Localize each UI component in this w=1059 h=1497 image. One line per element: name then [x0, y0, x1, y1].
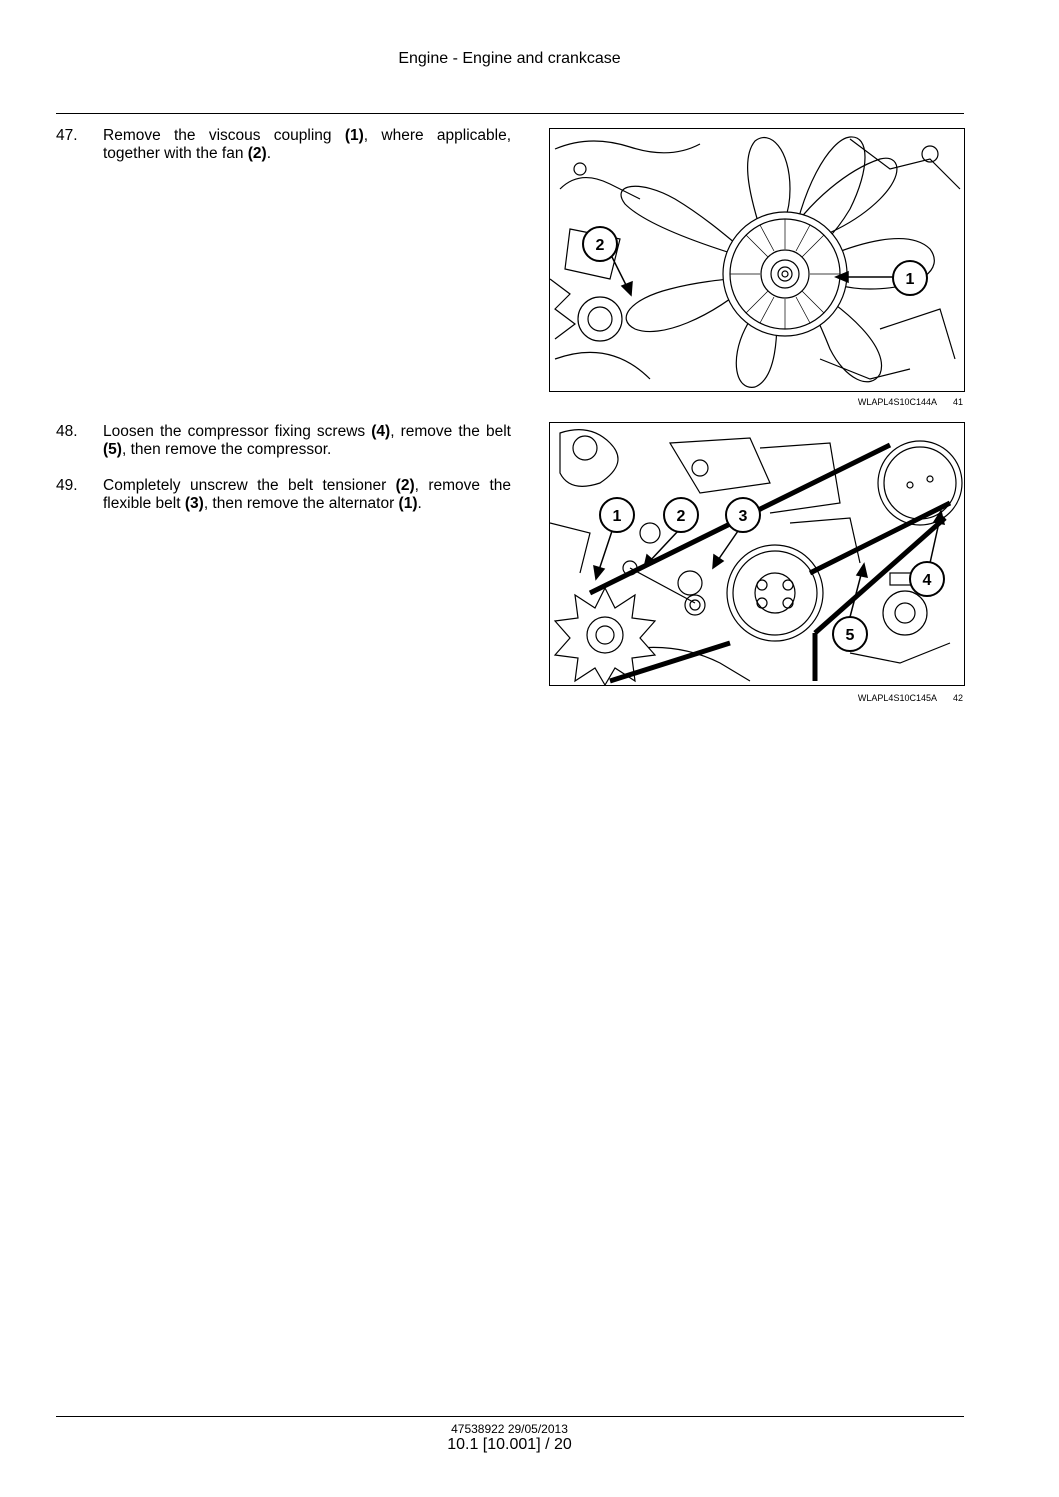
callout-3	[726, 498, 760, 532]
header-rule	[56, 113, 964, 114]
footer-rule	[56, 1416, 964, 1417]
figure-fan-viscous-coupling	[549, 128, 965, 392]
callout-4	[910, 562, 944, 596]
callout-5	[833, 617, 867, 651]
step-text: Loosen the compressor fixing screws (4), remove the belt (5), then remove the compressor.	[103, 423, 511, 458]
figure-number: 42	[952, 693, 963, 703]
svg-text:1: 1	[905, 271, 915, 288]
figure-code: WLAPL4S10C144A	[857, 397, 937, 407]
step-number: 47.	[56, 127, 78, 144]
svg-text:5: 5	[845, 627, 855, 644]
figure-code: WLAPL4S10C145A	[857, 693, 937, 703]
step-number: 49.	[56, 477, 78, 494]
svg-text:4: 4	[922, 572, 932, 589]
callout-1	[600, 498, 634, 532]
svg-text:2: 2	[595, 237, 605, 254]
step-text: Remove the viscous coupling (1), where applicable, together with the fan (2).	[103, 127, 512, 162]
svg-text:2: 2	[676, 508, 686, 525]
callout-2	[664, 498, 698, 532]
svg-text:3: 3	[738, 508, 748, 525]
belt-illustration	[550, 423, 964, 685]
callout-1	[893, 261, 927, 295]
figure-belt-compressor	[549, 422, 965, 686]
figure-41-caption	[549, 397, 963, 407]
footer-page-number: 10.1 [10.001] / 20	[447, 1436, 572, 1453]
fan-illustration	[550, 129, 964, 391]
callout-2	[583, 227, 617, 261]
footer-doc-id: 47538922 29/05/2013	[451, 1422, 568, 1436]
step-text: Completely unscrew the belt tensioner (2), remove the flexible belt (3), then remove the alternator (1).	[103, 477, 511, 512]
step-number: 48.	[56, 423, 78, 440]
figure-42-caption	[549, 693, 963, 703]
svg-text:1: 1	[612, 508, 622, 525]
figure-number: 41	[952, 397, 963, 407]
page-header: Engine - Engine and crankcase	[398, 50, 621, 67]
